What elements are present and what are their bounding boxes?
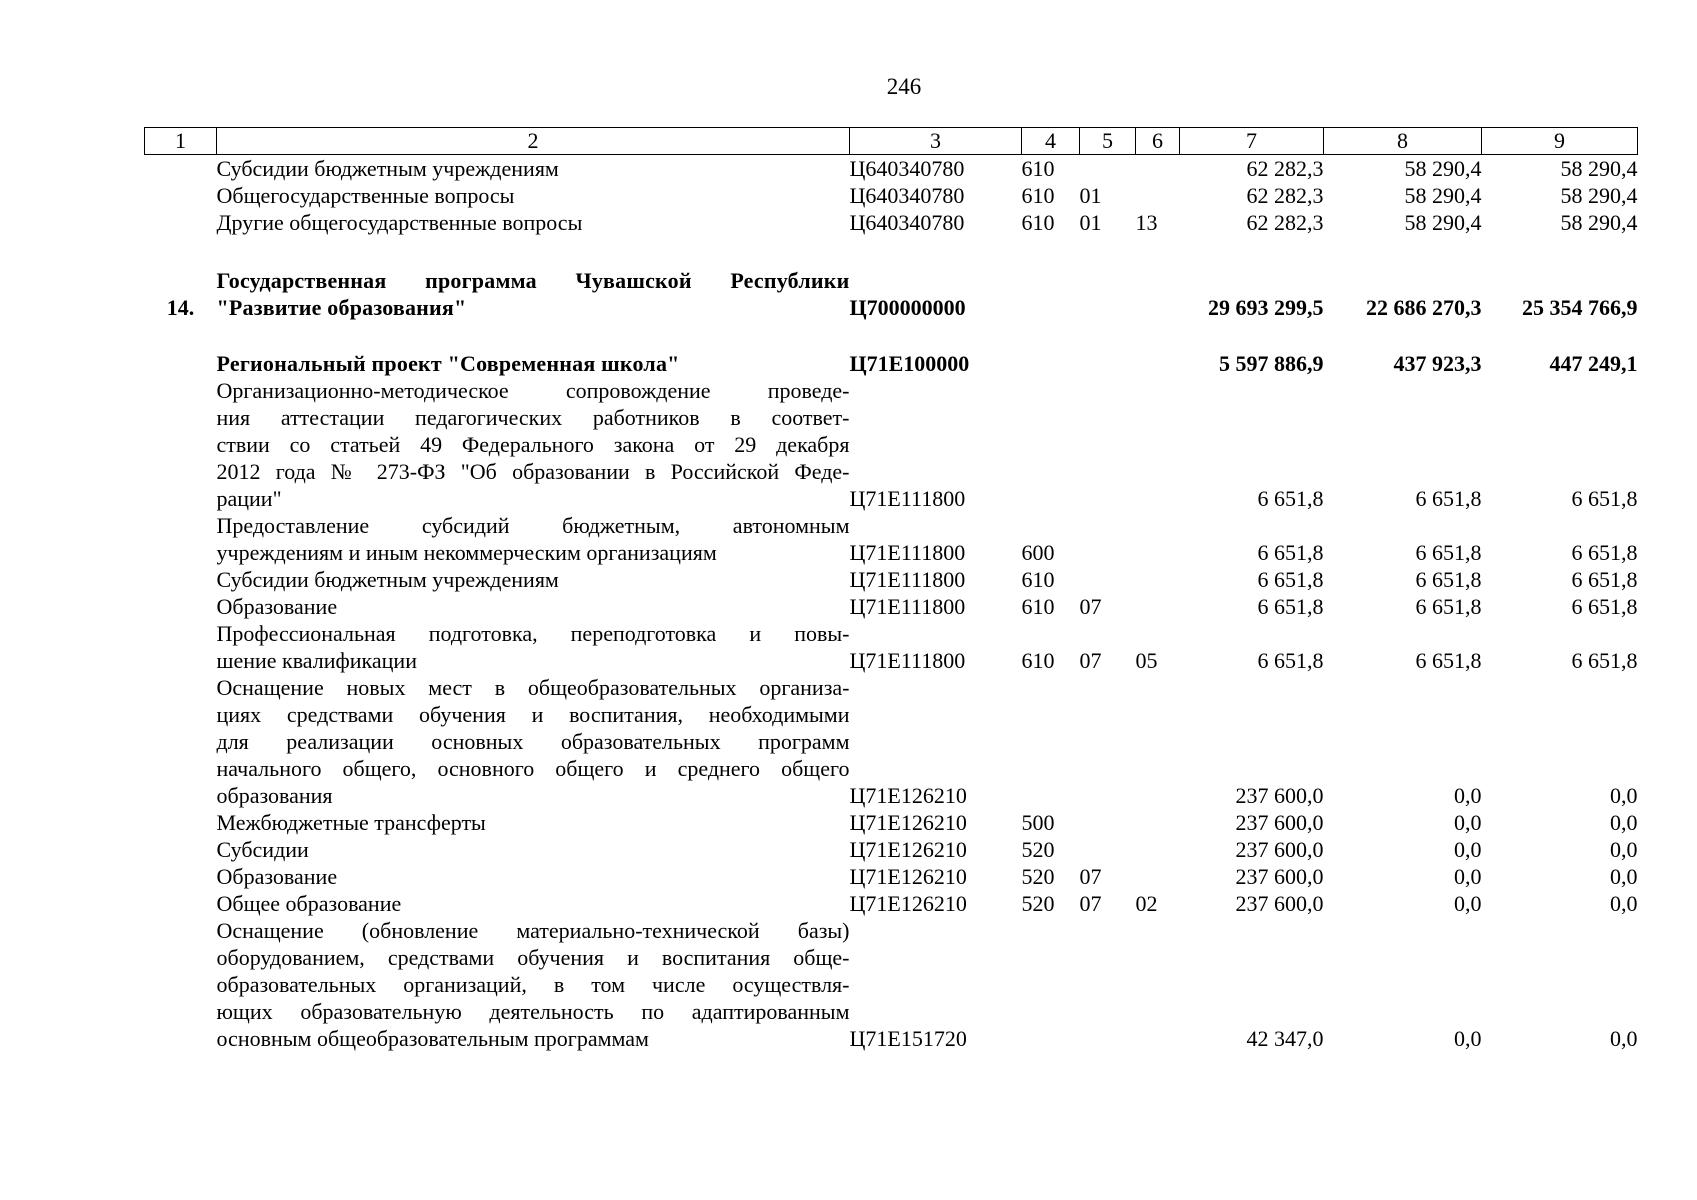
header-col-8: 8	[1324, 128, 1482, 155]
table-row	[145, 890, 1638, 917]
table-row	[145, 917, 1638, 1052]
row-col-6	[1136, 182, 1180, 209]
row-col-5: 01	[1079, 210, 1102, 235]
table-row	[145, 182, 1638, 209]
row-value-9: 6 651,8	[1571, 540, 1638, 565]
row-value-7: 6 651,8	[1257, 648, 1324, 673]
row-value-8: 6 651,8	[1415, 486, 1482, 511]
row-code: Ц71E111800	[849, 594, 966, 619]
row-col-5: 01	[1079, 183, 1102, 208]
row-value-8: 6 651,8	[1415, 540, 1482, 565]
row-col-4: 610	[1021, 648, 1055, 673]
row-value-9: 58 290,4	[1560, 156, 1638, 181]
table-row	[145, 836, 1638, 863]
table-row	[145, 593, 1638, 620]
row-value-8: 0,0	[1454, 1026, 1482, 1051]
row-value-8: 437 923,3	[1393, 351, 1482, 376]
row-code: Ц71E100000	[849, 351, 970, 376]
row-value-9: 0,0	[1610, 810, 1638, 835]
table-row	[145, 155, 1638, 183]
row-value-8: 0,0	[1454, 837, 1482, 862]
row-code: Ц700000000	[849, 295, 966, 320]
row-value-8: 58 290,4	[1404, 210, 1482, 235]
row-col-4: 610	[1021, 210, 1055, 235]
row-col-5	[1080, 155, 1136, 183]
row-name: Общее образование	[216, 891, 402, 916]
row-code: Ц71E111800	[849, 540, 966, 565]
row-name-line: шение квалификации	[216, 648, 417, 673]
row-code: Ц71E126210	[849, 891, 967, 916]
row-name: Общегосударственные вопросы	[216, 183, 515, 208]
row-name-line: начального общего, основного общего и среднего общего	[216, 756, 850, 781]
row-value-7: 29 693 299,5	[1208, 295, 1324, 320]
row-number	[145, 182, 217, 209]
spacer-row	[145, 236, 1638, 267]
row-name-line: Профессиональная подготовка, переподготовка и повы-	[216, 621, 850, 646]
row-name: Межбюджетные трансферты	[216, 810, 486, 835]
row-name: Образование	[216, 594, 338, 619]
row-col-5: 07	[1079, 594, 1102, 619]
row-value-9: 0,0	[1610, 864, 1638, 889]
table-row-project	[145, 350, 1638, 377]
header-col-9: 9	[1482, 128, 1638, 155]
row-name-line: "Развитие образования"	[216, 295, 467, 320]
row-col-4	[1022, 917, 1080, 1052]
row-name-line: Организационно-методическое сопровождение проведе-	[216, 378, 850, 403]
row-col-4: 610	[1021, 156, 1055, 181]
row-name-line: учреждениям и иным некоммерческим организациям	[216, 540, 717, 565]
row-col-4: 520	[1021, 837, 1055, 862]
row-value-8: 58 290,4	[1404, 183, 1482, 208]
row-number	[145, 593, 217, 620]
row-value-7: 6 651,8	[1257, 486, 1324, 511]
row-number: 14.	[166, 295, 195, 320]
row-value-9: 58 290,4	[1560, 183, 1638, 208]
row-col-5: 07	[1079, 891, 1102, 916]
row-number	[145, 155, 217, 183]
row-code: Ц640340780	[849, 210, 965, 235]
row-col-4: 520	[1021, 864, 1055, 889]
row-name-line: Государственная программа Чувашской Республики	[216, 268, 850, 293]
row-col-5	[1080, 267, 1136, 321]
row-value-9: 0,0	[1610, 837, 1638, 862]
row-code: Ц71E111800	[849, 648, 966, 673]
row-col-6: 02	[1135, 891, 1158, 916]
table-row	[145, 566, 1638, 593]
row-number	[145, 674, 217, 809]
row-number	[145, 890, 217, 917]
row-col-6	[1136, 267, 1180, 321]
row-col-6	[1136, 863, 1180, 890]
row-col-6	[1136, 836, 1180, 863]
table-row	[145, 209, 1638, 236]
row-value-8: 58 290,4	[1404, 156, 1482, 181]
row-value-9: 6 651,8	[1571, 648, 1638, 673]
row-value-7: 237 600,0	[1235, 891, 1324, 916]
row-value-9: 6 651,8	[1571, 567, 1638, 592]
row-value-8: 0,0	[1454, 783, 1482, 808]
row-name	[217, 674, 850, 809]
row-col-6	[1136, 377, 1180, 512]
budget-table	[144, 127, 1638, 1052]
row-col-6	[1136, 566, 1180, 593]
row-value-7: 6 651,8	[1257, 540, 1324, 565]
row-value-7: 42 347,0	[1246, 1026, 1324, 1051]
row-name-line: образования	[216, 783, 333, 808]
row-col-6: 13	[1135, 210, 1158, 235]
row-value-9: 58 290,4	[1560, 210, 1638, 235]
row-name-line: ствии со статьей 49 Федерального закона от 29 декабря	[216, 432, 850, 457]
row-value-9: 0,0	[1610, 1026, 1638, 1051]
table-row	[145, 674, 1638, 809]
row-col-5	[1080, 674, 1136, 809]
row-value-9: 6 651,8	[1571, 486, 1638, 511]
row-name-line: Оснащение новых мест в общеобразовательных организа-	[216, 675, 850, 700]
row-value-7: 62 282,3	[1246, 183, 1324, 208]
row-col-6	[1136, 917, 1180, 1052]
row-name-line: рации"	[216, 486, 282, 511]
row-col-6	[1136, 350, 1180, 377]
row-value-9: 6 651,8	[1571, 594, 1638, 619]
row-col-5	[1080, 350, 1136, 377]
row-col-6: 05	[1135, 648, 1158, 673]
header-col-2: 2	[217, 128, 850, 155]
table-row	[145, 620, 1638, 674]
row-value-8: 6 651,8	[1415, 648, 1482, 673]
row-value-7: 237 600,0	[1235, 864, 1324, 889]
row-name: Субсидии бюджетным учреждениям	[216, 156, 559, 181]
row-col-6	[1136, 809, 1180, 836]
row-col-4	[1022, 674, 1080, 809]
row-col-5	[1080, 566, 1136, 593]
header-col-4: 4	[1022, 128, 1080, 155]
header-col-3: 3	[850, 128, 1022, 155]
row-name-line: оборудованием, средствами обучения и воспитания обще-	[216, 945, 850, 970]
row-name: Образование	[216, 864, 338, 889]
row-name	[217, 620, 850, 674]
row-number	[145, 350, 217, 377]
row-name: Субсидии	[216, 837, 309, 862]
row-col-4	[1022, 267, 1080, 321]
row-number	[145, 620, 217, 674]
row-name-line: основным общеобразовательным программам	[216, 1026, 649, 1051]
row-number	[145, 863, 217, 890]
row-code: Ц71E126210	[849, 783, 967, 808]
row-col-4: 520	[1021, 891, 1055, 916]
row-value-9: 25 354 766,9	[1522, 295, 1638, 320]
row-col-6	[1136, 674, 1180, 809]
row-number	[145, 377, 217, 512]
row-name	[217, 917, 850, 1052]
row-number	[145, 917, 217, 1052]
row-value-8: 0,0	[1454, 891, 1482, 916]
row-code: Ц71E111800	[849, 486, 966, 511]
row-value-7: 237 600,0	[1235, 783, 1324, 808]
header-col-6: 6	[1136, 128, 1180, 155]
row-name-line: 2012 года № 273-ФЗ "Об образовании в Российской Феде-	[216, 459, 850, 484]
row-name: Другие общегосударственные вопросы	[216, 210, 583, 235]
row-value-7: 237 600,0	[1235, 810, 1324, 835]
row-code: Ц71E151720	[849, 1026, 967, 1051]
table-row-program	[145, 267, 1638, 321]
row-value-7: 6 651,8	[1257, 567, 1324, 592]
table-row	[145, 863, 1638, 890]
row-value-9: 447 249,1	[1549, 351, 1638, 376]
row-col-6	[1136, 155, 1180, 183]
table-row	[145, 512, 1638, 566]
row-col-5	[1080, 512, 1136, 566]
row-col-5	[1080, 377, 1136, 512]
row-col-5: 07	[1079, 864, 1102, 889]
page-number: 246	[886, 74, 922, 99]
row-name	[217, 377, 850, 512]
row-number	[145, 566, 217, 593]
row-col-4	[1022, 350, 1080, 377]
row-name	[217, 512, 850, 566]
row-code: Ц71E126210	[849, 810, 967, 835]
header-col-1: 1	[145, 128, 217, 155]
row-number	[145, 209, 217, 236]
row-col-5	[1080, 917, 1136, 1052]
row-name-line: ющих образовательную деятельность по адаптированным	[216, 999, 850, 1024]
row-name-line: образовательных организаций, в том числе осуществля-	[216, 972, 850, 997]
row-value-9: 0,0	[1610, 891, 1638, 916]
header-col-7: 7	[1180, 128, 1324, 155]
row-col-5	[1080, 809, 1136, 836]
header-col-5: 5	[1080, 128, 1136, 155]
row-name-line: Предоставление субсидий бюджетным, автономным	[216, 513, 850, 538]
row-code: Ц71E126210	[849, 837, 967, 862]
row-number	[145, 512, 217, 566]
row-value-9: 0,0	[1610, 783, 1638, 808]
row-value-7: 6 651,8	[1257, 594, 1324, 619]
header-row	[145, 128, 1638, 155]
row-value-8: 0,0	[1454, 864, 1482, 889]
row-value-8: 22 686 270,3	[1366, 295, 1482, 320]
row-col-6	[1136, 593, 1180, 620]
row-name-line: Оснащение (обновление материально-технической базы)	[216, 918, 850, 943]
row-code: Ц71E126210	[849, 864, 967, 889]
row-value-8: 0,0	[1454, 810, 1482, 835]
row-number	[145, 809, 217, 836]
row-value-7: 62 282,3	[1246, 210, 1324, 235]
row-name-line: для реализации основных образовательных программ	[216, 729, 850, 754]
row-col-4: 610	[1021, 594, 1055, 619]
row-col-4	[1022, 377, 1080, 512]
row-value-7: 62 282,3	[1246, 156, 1324, 181]
row-code: Ц71E111800	[849, 567, 966, 592]
row-col-4: 610	[1021, 183, 1055, 208]
row-name: Региональный проект "Современная школа"	[216, 351, 680, 376]
table-row	[145, 377, 1638, 512]
row-col-6	[1136, 512, 1180, 566]
row-name	[217, 267, 850, 321]
row-code: Ц640340780	[849, 183, 965, 208]
row-number	[145, 836, 217, 863]
row-value-8: 6 651,8	[1415, 594, 1482, 619]
spacer-row	[145, 321, 1638, 350]
row-col-5: 07	[1079, 648, 1102, 673]
row-value-7: 5 597 886,9	[1219, 351, 1324, 376]
row-code: Ц640340780	[849, 156, 965, 181]
row-name-line: циях средствами обучения и воспитания, необходимыми	[216, 702, 850, 727]
row-name-line: ния аттестации педагогических работников в соответ-	[216, 405, 850, 430]
table-row	[145, 809, 1638, 836]
row-value-8: 6 651,8	[1415, 567, 1482, 592]
row-col-5	[1080, 836, 1136, 863]
row-name: Субсидии бюджетным учреждениям	[216, 567, 559, 592]
row-col-4: 600	[1021, 540, 1055, 565]
row-col-4: 610	[1021, 567, 1055, 592]
row-value-7: 237 600,0	[1235, 837, 1324, 862]
row-col-4: 500	[1021, 810, 1055, 835]
